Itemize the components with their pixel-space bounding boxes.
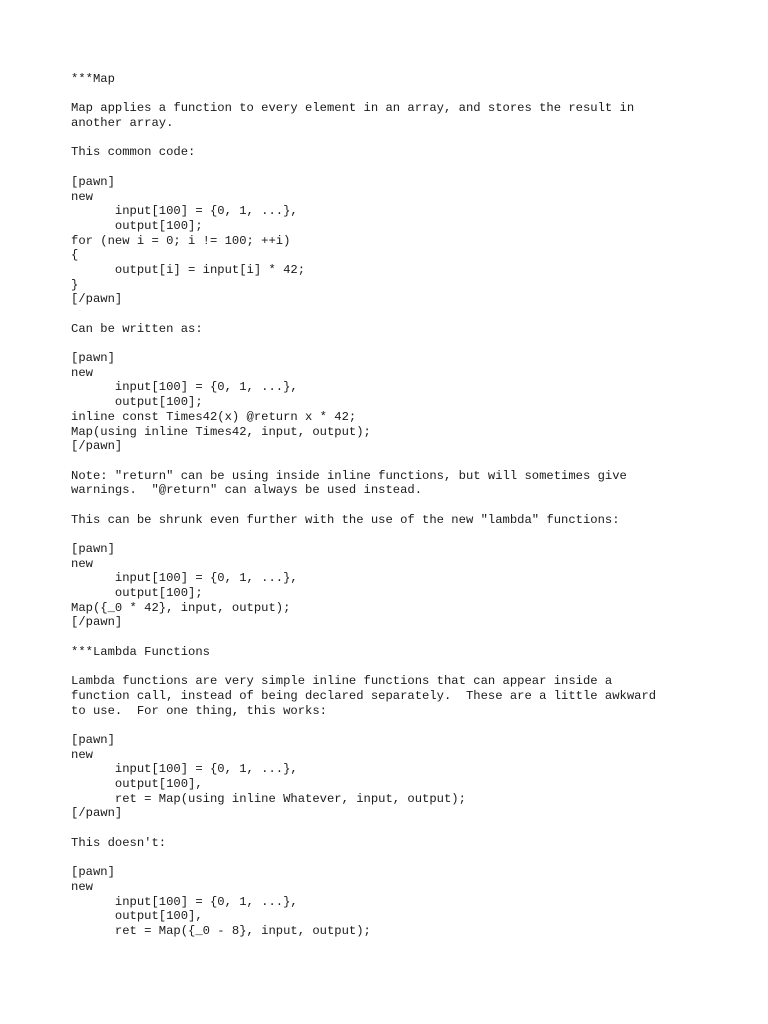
text-line: ret = Map(using inline Whatever, input, output); bbox=[71, 791, 466, 806]
text-line: output[i] = input[i] * 42; bbox=[71, 262, 306, 277]
text-line: new bbox=[71, 879, 93, 894]
text-line bbox=[71, 131, 751, 146]
text-line: ***Lambda Functions bbox=[71, 644, 210, 659]
text-line: output[100]; bbox=[71, 395, 203, 410]
text-line: ***Map bbox=[71, 72, 115, 86]
text-line: new bbox=[71, 747, 93, 762]
text-line: Map applies a function to every element in an array, and stores the result in bbox=[71, 101, 635, 116]
text-line: [/pawn] bbox=[71, 439, 123, 454]
text-line: [pawn] bbox=[71, 542, 115, 556]
text-line: new bbox=[71, 365, 93, 380]
text-line: output[100], bbox=[71, 909, 203, 924]
text-line: output[100]; bbox=[71, 218, 203, 233]
text-line: warnings. "@return" can always be used instead. bbox=[71, 483, 423, 498]
text-line bbox=[71, 336, 751, 351]
text-line: [/pawn] bbox=[71, 615, 123, 630]
text-line: [pawn] bbox=[71, 174, 115, 189]
text-line: [/pawn] bbox=[71, 806, 123, 821]
text-line bbox=[71, 718, 751, 733]
text-line: for (new i = 0; i != 100; ++i) bbox=[71, 233, 291, 248]
text-line bbox=[71, 630, 751, 645]
text-line: inline const Times42(x) @return x * 42; bbox=[71, 409, 357, 424]
text-line: This can be shrunk even further with the use of the new "lambda" functions: bbox=[71, 512, 620, 527]
text-line: to use. For one thing, this works: bbox=[71, 703, 327, 718]
text-line bbox=[71, 307, 751, 322]
text-line: Note: "return" can be using inside inline functions, but will sometimes give bbox=[71, 468, 627, 483]
text-line: Can be written as: bbox=[71, 321, 203, 336]
text-line bbox=[71, 454, 751, 469]
text-line: new bbox=[71, 189, 93, 204]
text-line: output[100], bbox=[71, 777, 203, 791]
text-line: Map({_0 * 42}, input, output); bbox=[71, 600, 291, 615]
text-line bbox=[71, 527, 751, 542]
text-line: This common code: bbox=[71, 145, 196, 160]
document-body bbox=[71, 72, 751, 939]
text-line bbox=[71, 660, 751, 675]
text-line bbox=[71, 821, 751, 836]
text-line bbox=[71, 87, 751, 102]
text-line: This doesn't: bbox=[71, 835, 167, 850]
text-line: input[100] = {0, 1, ...}, bbox=[71, 571, 298, 586]
text-line: output[100]; bbox=[71, 586, 203, 601]
text-line: function call, instead of being declared separately. These are a little awkward bbox=[71, 688, 657, 703]
text-line: ret = Map({_0 - 8}, input, output); bbox=[71, 923, 371, 938]
text-line: [pawn] bbox=[71, 351, 115, 366]
text-line: another array. bbox=[71, 116, 174, 131]
text-line: new bbox=[71, 556, 93, 571]
text-line: input[100] = {0, 1, ...}, bbox=[71, 762, 298, 777]
text-line: [pawn] bbox=[71, 732, 115, 747]
text-line bbox=[71, 498, 751, 513]
text-line: } bbox=[71, 277, 79, 292]
text-line: [pawn] bbox=[71, 865, 115, 880]
text-line: input[100] = {0, 1, ...}, bbox=[71, 204, 298, 219]
text-line: input[100] = {0, 1, ...}, bbox=[71, 380, 298, 395]
text-line: input[100] = {0, 1, ...}, bbox=[71, 894, 298, 909]
text-line: Map(using inline Times42, input, output); bbox=[71, 424, 371, 439]
text-line: { bbox=[71, 248, 79, 263]
text-line: [/pawn] bbox=[71, 292, 123, 307]
text-line bbox=[71, 160, 751, 175]
text-line bbox=[71, 850, 751, 865]
text-line: Lambda functions are very simple inline functions that can appear inside a bbox=[71, 674, 613, 689]
